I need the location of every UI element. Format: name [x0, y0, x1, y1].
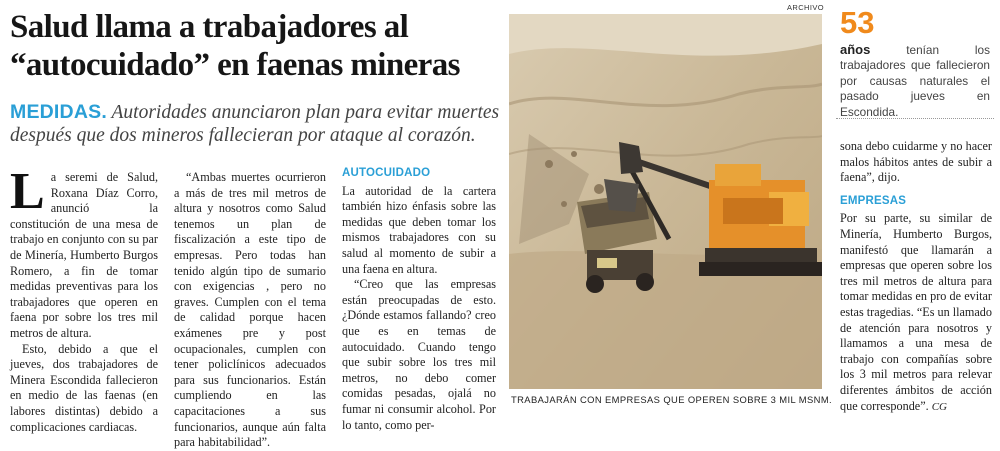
paragraph: Esto, debido a que el jueves, dos trabajadores de Minera Escondida fallecieron en medio de las faenas (en labores distintas) debido a complicaciones cardiacas. — [10, 341, 158, 434]
article-column-3 — [342, 166, 496, 433]
paragraph: “Ambas muertes ocurrieron a más de tres mil metros de altura y nosotros como Salud tenemos un plan de fiscalización a este tipo de empresas. Pero todas han tenido algún tipo de sumario con exigencias , pero no graves. Cumplen con el tema de calidad porque hacen exámenes pre y post ocupacionales, cumplen con tener policlínicos adecuados para sus funcionarios. Están cumpliendo en las capacitaciones a sus funcionarios, aunque aún falta para habitabilidad”. — [174, 170, 326, 450]
mining-shovel-photo — [509, 14, 822, 389]
paragraph: La autoridad de la cartera también hizo énfasis sobre las medidas que deben tomar los mismos trabajadores con su salud al momento de subir a una faena en altura. — [342, 183, 496, 276]
photo-caption: TRABAJARÁN CON EMPRESAS QUE OPEREN SOBRE 3 MIL MSNM. — [511, 394, 833, 405]
article-column-1 — [10, 163, 158, 435]
deck — [10, 101, 500, 147]
mining-photo-illustration — [509, 14, 822, 389]
paragraph — [840, 211, 992, 415]
headline-line-2: “autocuidado” en faenas mineras — [10, 47, 460, 83]
photo-credit: ARCHIVO — [787, 3, 824, 12]
stat-text — [840, 42, 990, 120]
divider — [836, 118, 994, 119]
paragraph-text: a seremi de Salud, Roxana Díaz Corro, anunció la constitución de una mesa de trabajo en conjunto con su par de Minería, Humberto Burgos Romero, a fin de tomar medidas preventivas para los trabajadores que operen en faena por sobre los tres mil metros de altura. — [10, 170, 158, 340]
article-column-4 — [840, 139, 992, 415]
stat-unit: años — [840, 42, 871, 57]
paragraph — [10, 163, 158, 342]
subhead-autocuidado: AUTOCUIDADO — [342, 167, 431, 179]
drop-cap: L — [10, 163, 45, 220]
author-initials: CG — [931, 400, 947, 413]
paragraph-text: Por su parte, su similar de Minería, Humberto Burgos, manifestó que llamarán a empresas que operen sobre los tres mil metros de altura para tomar medidas en pro de evitar estas tragedias. “Es un llamado de atención para nosotros y llamamos a una mesa de trabajo con compañías sobre los 3 mil metros para relevar diferentes ámbitos de acción que corresponde”. — [840, 211, 992, 413]
article-column-2 — [174, 170, 326, 451]
headline — [10, 8, 500, 84]
deck-kicker: MEDIDAS. — [10, 101, 107, 123]
stat-number: 53 — [840, 5, 875, 40]
deck-text: Autoridades anunciaron plan para evitar muertes después que dos mineros fallecieran por ataque al corazón. — [10, 102, 500, 146]
paragraph: sona debo cuidarme y no hacer malos hábitos antes de subir a faena”, dijo. — [840, 139, 992, 185]
headline-line-1: Salud llama a trabajadores al — [10, 9, 409, 45]
stat-description: tenían los trabajadores que fallecieron por causas naturales el pasado jueves en Escondida. — [840, 43, 990, 119]
paragraph: “Creo que las empresas están preocupadas de esto. ¿Dónde estamos fallando? creo que es en temas de autocuidado. Cuando tengo que subir sobre los tres mil metros, no debo comer comidas pesadas, ojalá no fumar ni consumir alcohol. Por lo tanto, como per- — [342, 277, 496, 432]
subhead-empresas: EMPRESAS — [840, 194, 907, 207]
